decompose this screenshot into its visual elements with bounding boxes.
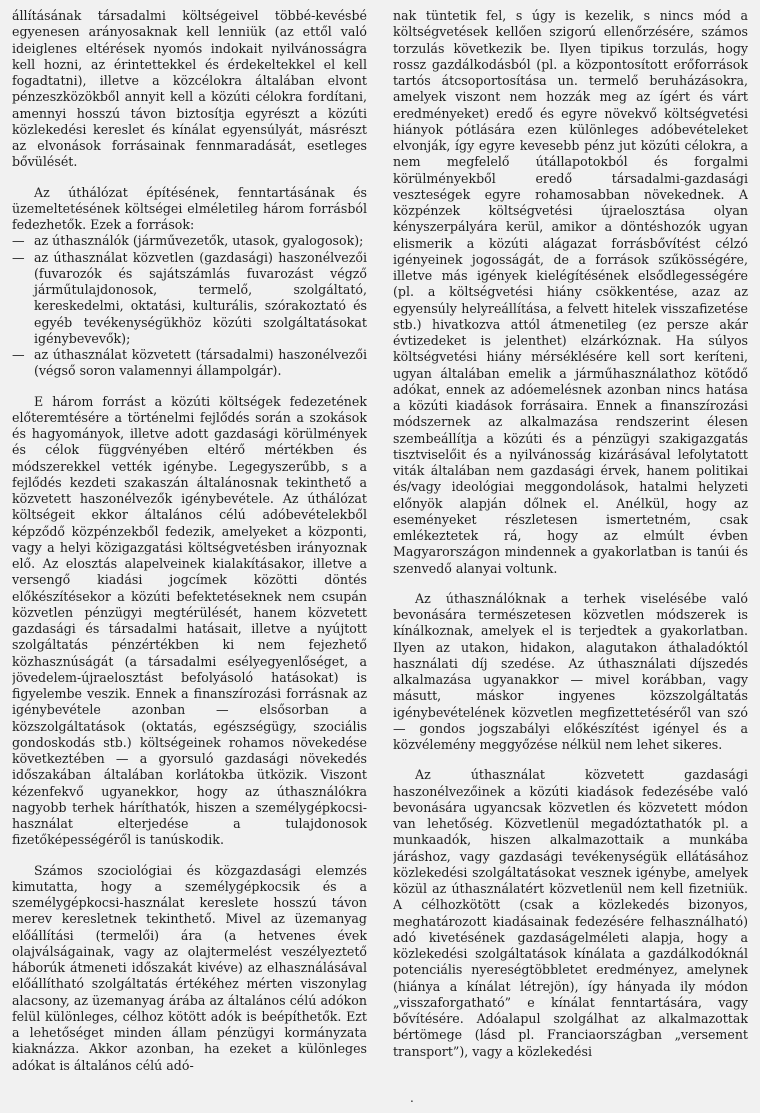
paragraph: nak tüntetik fel, s úgy is kezelik, s nincs mód a költségvetések kellően szigorú ellenőrzésére, számos torzulás következik be. Ilyen tipikus torzulás, hogy rossz gazdálkodásból (pl. a központosított erőforrások tartós átcsoportosítása un. termelő beruházásokra, amelyek viszont nem hozzák meg az ígért és várt eredményeket) eredő és egyre növekvő költségvetési hiányok pótlására ezen különleges adóbevételeket elvonják, így egyre kevesebb pénz jut közúti célokra, a nem megfelelő útállapotokból és forgalmi körülményekből eredő társadalmi-gazdasági veszteségek egyre rohamosabban növekednek. A közpénzek költségvetési újraelosztása olyan kényszerpályára kerül, amikor a döntéshozók ugyan elismerik a közúti alágazat forrásbővítést célzó igényeinek jogosságát, de a források szűkösségére, illetve más igények kielégítésének elsődlegességére (pl. a költségvetési hiány csökkentése, azaz az egyensúly helyreállítása, a felvett hitelek visszafizetése stb.) hivatkozva attól átmenetileg (ez persze akár évtizedeket is jelenthet) elzárkóznak. Ha súlyos költségvetési hiány mérséklésére kell sort keríteni, ugyan általában emelik a járműhasználathoz kötődő adókat, ennek az adóemelésnek azonban nincs hatása a közúti kiadások forrásaira. Ennek a finanszírozási módszernek az alkalmazása rendszerint élesen szembeállítja a közúti és a pénzügyi szakigazgatás tisztviselőit és a nyilvánosság kizárásával lefolytatott viták általában nem gazdasági érvek, hanem politikai és/vagy ideológiai meggondolások, hatalmi helyzeti előnyök alapján dőlnek el. Anélkül, hogy az eseményeket részletesen ismertetném, csak emlékeztetek rá, hogy az elmúlt évben Magyarországon mindennek a gyakorlatban is tanúi és szenvedő alanyai voltunk. [393,8,748,576]
paragraph: Az úthálózat építésének, fenntartásának és üzemeltetésének költségei elméletileg három forrásból fedezhetők. Ezek a források: [12,184,367,232]
paragraph: Az úthasználat közvetett gazdasági haszonélvezőinek a közúti kiadások fedezésébe való bevonására ugyancsak közvetlen és közvetett módon van lehetőség. Közvetlenül megadóztathatók pl. a munkaadók, hiszen alkalmazottaik a munkába járáshoz, vagy gazdasági tevékenységük ellátásához közlekedési szolgáltatásokat vesznek igénybe, amelyek közül az úthasználatért közvetlenül nem kell fizetniük. A célhozkötött (csak a közlekedés bizonyos, meghatározott kiadásainak fedezésére felhasználható) adó kivetésének gazdaságelméleti alapja, hogy a közlekedési szolgáltatások kínálata a gazdálkodóknál potenciális nyereségtöbbletet eredményez, amelynek (hiánya a kínálat létrejön), így hányada ily módon „visszaforgatható” e kínálat fenntartására, vagy bővítésére. Adóalapul szolgálhat az alkalmazottak bértömege (lásd pl. Franciaországban „versement transport”), vagy a közlekedési [393,767,748,1059]
page-footer-mark: . [410,1091,414,1105]
list-item: — az úthasználat közvetett (társadalmi) haszonélvezői (végső soron valamennyi állampolgár). [12,347,367,380]
source-list [12,233,367,379]
paragraph: Az úthasználóknak a terhek viselésébe való bevonására természetesen közvetlen módszerek is kínálkoznak, amelyek el is terjedtek a gyakorlatban. Ilyen az utakon, hidakon, alagutakon áthaladóktól használati díj szedése. Az úthasználati díjszedés alkalmazása ugyanakkor — mivel korábban, vagy másutt, máskor ingyenes közszolgáltatás igénybevételének közvetlen megfizettetéséről van szó — gondos jogszabályi előkészítést igényel és a közvélemény meggyőzése nélkül nem lehet sikeres. [393,590,748,752]
right-column [393,8,748,1113]
list-item: — az úthasználat közvetlen (gazdasági) haszonélvezői (fuvarozók és sajátszámlás fuvarozást végző járműtulajdonosok, termelő, szolgáltató, kereskedelmi, oktatási, kulturális, szórakoztató és egyéb tevékenységükhöz közúti szolgáltatásokat igénybevevők); [12,250,367,348]
paragraph: állításának társadalmi költségeivel többé-kevésbé egyenesen arányosaknak kell lenniük (az ettől való ideiglenes eltérések nyomós indokait nyilvánosságra kell hozni, az érintettekkel és érdekeltekkel el kell fogadtatni), illetve a közcélokra általában elvont pénzeszközökből annyit kell a közúti célokra fordítani, amennyi hosszú távon biztosítja egyrészt a közúti közlekedési kereslet és kínálat egyensúlyát, másrészt az elvonások forrásainak fennmaradását, esetleges bővülését. [12,8,367,170]
left-column [12,8,367,1113]
paragraph: E három forrást a közúti költségek fedezetének előteremtésére a történelmi fejlődés során a szokások és hagyományok, illetve adott gazdasági körülmények és célok függvényében eltérő mértékben és módszerekkel vették igénybe. Legegyszerűbb, s a fejlődés kezdeti szakaszán általánosnak tekinthető a közvetett haszonélvezők igénybevétele. Az úthálózat költségeit ekkor általános célú adóbevételekből képződő közpénzekből fedezik, amelyeket a központi, vagy a helyi közigazgatási költségvetésben irányoznak elő. Az elosztás alapelveinek kialakításakor, illetve a versengő kiadási jogcímek közötti döntés előkészítésekor a közúti befektetéseknek nem csupán közvetlen pénzügyi megtérülését, hanem közvetett gazdasági és társadalmi hatásait, illetve a nyújtott szolgáltatás pénzértékben ki nem fejezhető közhasznúságát (a társadalmi esélyegyenlőséget, a jövedelem-újraelosztást befolyásoló hatásokat) is figyelembe veszik. Ennek a finanszírozási forrásnak az igénybevétele azonban — elsősorban a közszolgáltatások (oktatás, egészségügy, szociális gondoskodás stb.) költségeinek rohamos növekedése következtében — a gyorsuló gazdasági növekedés időszakában általában korlátokba ütközik. Viszont kézenfekvő ugyanekkor, hogy az úthasználókra nagyobb terhek háríthatók, hiszen a személygépkocsi-használat elterjedése a tulajdonosok fizetőképességéről is tanúskodik. [12,393,367,848]
paragraph: Számos szociológiai és közgazdasági elemzés kimutatta, hogy a személygépkocsik és a személygépkocsi-használat kereslete hosszú távon merev keresletnek tekinthető. Mivel az üzemanyag előállítási (termelői) ára (a hetvenes évek olajválságainak, vagy az olajtermelést veszélyeztető háborúk átmeneti időszakát kivéve) az elhasználásával előállítható szolgáltatás értékéhez mérten viszonylag alacsony, az üzemanyag árába az általános célú adókon felül különleges, célhoz kötött adók is beépíthetők. Ezt a lehetőséget minden állam pénzügyi kormányzata kiaknázza. Akkor azonban, ha ezeket a különleges adókat is általános célú adó- [12,862,367,1073]
list-item: — az úthasználók (járművezetők, utasok, gyalogosok); [12,233,367,249]
